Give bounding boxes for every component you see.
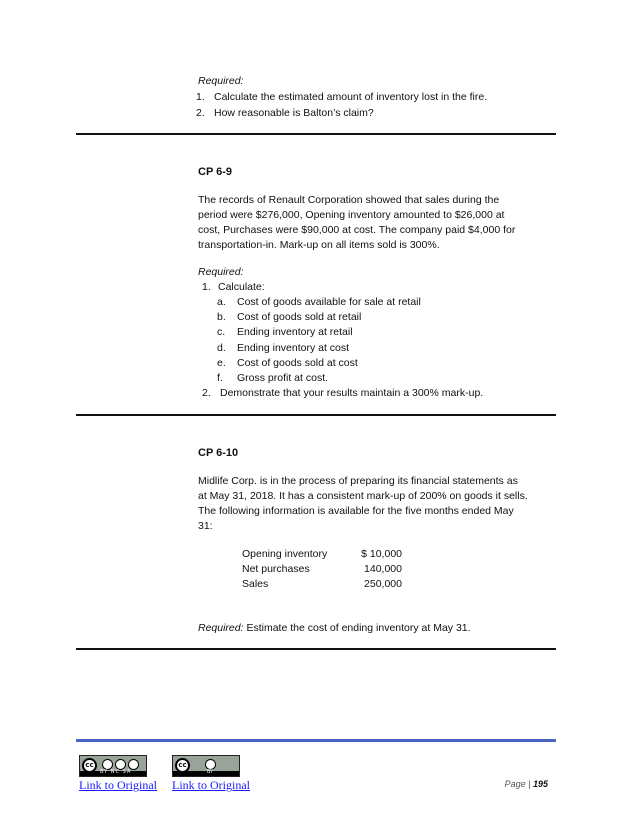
sub-item-letter: d. (217, 342, 226, 354)
top-item-2 (196, 106, 374, 121)
sub-item-letter: a. (217, 296, 226, 308)
cp69-item-2 (202, 386, 483, 401)
top-item-1 (196, 90, 487, 105)
table-row-label: Net purchases (242, 563, 310, 575)
cp69-sub-item (217, 341, 349, 356)
sub-item-letter: f. (217, 372, 223, 384)
sub-item-text: Ending inventory at cost (237, 342, 350, 354)
cp69-sub-item (217, 310, 361, 325)
cp69-para-line: The records of Renault Corporation showed that sales during the (198, 194, 500, 206)
required-label-top: Required: (198, 75, 244, 87)
cp69-para-line: period were $276,000, Opening inventory amounted to $26,000 at (198, 209, 505, 221)
cp610-para-line: The following information is available for the five months ended May (198, 505, 514, 517)
cp610-paragraph (198, 474, 528, 534)
cp610-required-label: Required: (198, 622, 244, 634)
cp69-item-1-text: Calculate: (218, 281, 265, 293)
cp610-para-line: 31: (198, 520, 213, 532)
cp69-item-2-text: Demonstrate that your results maintain a 300% mark-up. (220, 387, 484, 399)
top-item-2-text: How reasonable is Balton’s claim? (214, 107, 374, 119)
cp69-item-2-num: 2. (202, 387, 211, 399)
section-divider-2 (76, 414, 556, 416)
sub-item-text: Gross profit at cost. (237, 372, 329, 384)
page-label: Page (504, 779, 526, 789)
cc-icon: cc (175, 758, 190, 773)
cp69-item-1 (202, 280, 265, 295)
badge-strip (173, 771, 239, 776)
cp69-sub-item (217, 295, 421, 310)
sub-item-text: Ending inventory at retail (237, 326, 353, 338)
cp69-paragraph (198, 193, 515, 253)
top-item-2-num: 2. (196, 107, 205, 119)
footer-rule (76, 739, 556, 742)
table-row-label: Sales (242, 578, 269, 590)
table-row-value: 140,000 (364, 563, 402, 575)
cc-by-nc-sa-license-icon[interactable] (79, 755, 147, 777)
cp69-item-1-num: 1. (202, 281, 211, 293)
sub-item-letter: b. (217, 311, 226, 323)
sub-item-text: Cost of goods sold at retail (237, 311, 362, 323)
section-divider-3 (76, 648, 556, 650)
cp610-required (198, 621, 471, 636)
sub-item-text: Cost of goods sold at cost (237, 357, 358, 369)
cp69-para-line: transportation-in. Mark-up on all items sold is 300%. (198, 239, 440, 251)
badge-strip-text: BY (207, 769, 214, 775)
cc-by-license-icon[interactable] (172, 755, 240, 777)
cp69-sub-item (217, 371, 328, 386)
cc-icon: cc (82, 758, 97, 773)
table-row-value: 250,000 (364, 578, 402, 590)
badge-strip-text: BY NC SA (100, 769, 132, 775)
cp69-required-label: Required: (198, 266, 244, 278)
page-separator: | (525, 779, 533, 789)
cp69-sub-item (217, 325, 353, 340)
cp69-para-line: cost, Purchases were $90,000 at cost. The company paid $4,000 for (198, 224, 516, 236)
cp610-heading: CP 6-10 (198, 447, 239, 459)
link-to-original-2[interactable]: Link to Original (172, 778, 250, 792)
sub-item-letter: c. (217, 326, 226, 338)
cp69-sub-item (217, 356, 358, 371)
cp610-para-line: at May 31, 2018. It has a consistent mark-up of 200% on goods it sells. (198, 490, 528, 502)
page-number-value: 195 (532, 779, 548, 789)
cp69-heading: CP 6-9 (198, 166, 233, 178)
table-row-label: Opening inventory (242, 548, 328, 560)
cp610-required-text: Estimate the cost of ending inventory at May 31. (243, 622, 471, 634)
link-to-original-1[interactable]: Link to Original (79, 778, 157, 792)
top-item-1-text: Calculate the estimated amount of inventory lost in the fire. (214, 91, 488, 103)
top-item-1-num: 1. (196, 91, 205, 103)
section-divider-1 (76, 133, 556, 135)
page-number (505, 779, 548, 789)
table-row-value: $ 10,000 (361, 548, 402, 560)
cp610-para-line: Midlife Corp. is in the process of preparing its financial statements as (198, 475, 518, 487)
sub-item-letter: e. (217, 357, 226, 369)
badge-strip (80, 771, 146, 776)
sub-item-text: Cost of goods available for sale at retail (237, 296, 421, 308)
